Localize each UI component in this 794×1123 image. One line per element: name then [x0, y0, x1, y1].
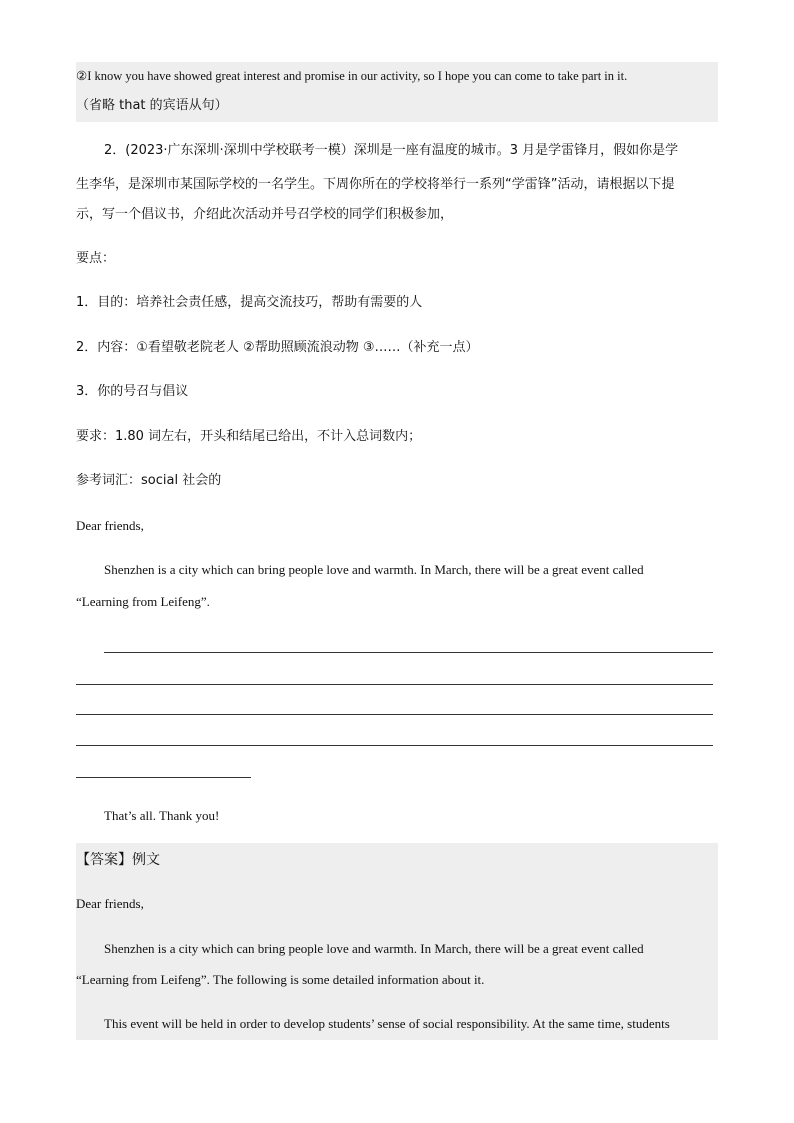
point-2: 2．内容：①看望敬老院老人 ②帮助照顾流浪动物 ③……（补充一点）: [76, 340, 479, 355]
vocab: 参考词汇：social 社会的: [76, 473, 222, 488]
writing-line-4[interactable]: [76, 745, 713, 746]
points-label: 要点：: [76, 251, 116, 266]
opening-line-2: “Learning from Leifeng”.: [76, 594, 210, 609]
writing-line-2[interactable]: [76, 684, 713, 685]
top-line-2: （省略 that 的宾语从句）: [76, 90, 718, 122]
answer-para1-line1: Shenzhen is a city which can bring people love and warmth. In March, there will be a great event called: [76, 933, 718, 965]
answer-para1-line2: “Learning from Leifeng”. The following is some detailed information about it.: [76, 965, 718, 1005]
question-line-2: 生李华，是深圳市某国际学校的一名学生。下周你所在的学校将举行一系列“学雷锋”活动，请根据以下提: [76, 177, 675, 192]
top-line-1: ②I know you have showed great interest and promise in our activity, so I hope you can come to take part in it.: [76, 62, 718, 90]
question-line-3: 示，写一个倡议书，介绍此次活动并号召学校的同学们积极参加，: [76, 207, 454, 222]
closing: That’s all. Thank you!: [104, 808, 220, 823]
writing-line-3[interactable]: [76, 714, 713, 715]
writing-line-1[interactable]: [104, 652, 713, 653]
opening-line-1: Shenzhen is a city which can bring people love and warmth. In March, there will be a great event called: [104, 562, 644, 577]
question-line-1: 2．(2023·广东深圳·深圳中学校联考一模）深圳是一座有温度的城市。3 月是学雷锋月，假如你是学: [104, 143, 679, 158]
answer-salutation: Dear friends,: [76, 889, 718, 933]
writing-line-5[interactable]: [76, 777, 251, 778]
salutation: Dear friends,: [76, 518, 144, 533]
requirement: 要求：1.80 词左右，开头和结尾已给出，不计入总词数内；: [76, 429, 422, 444]
point-1: 1．目的：培养社会责任感，提高交流技巧，帮助有需要的人: [76, 295, 423, 310]
point-3: 3．你的号召与倡议: [76, 384, 189, 399]
answer-para2-line1: This event will be held in order to develop students’ sense of social responsibility. At the same time, students: [76, 1005, 718, 1040]
answer-label: 【答案】例文: [76, 843, 718, 889]
